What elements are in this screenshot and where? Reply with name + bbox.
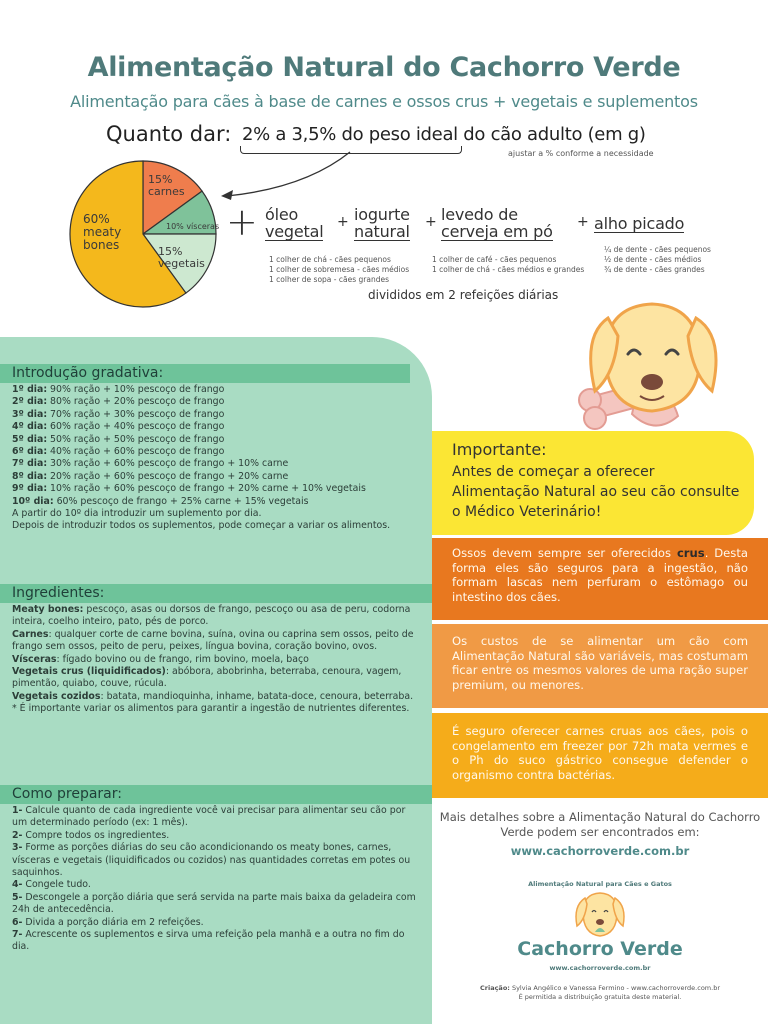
supplement-iogurte: iogurte natural <box>354 205 410 241</box>
intro-day-item: 10º dia: 60% pescoço de frango + 25% carne + 15% vegetais <box>12 495 309 507</box>
supplement-alho: alho picado <box>594 214 685 233</box>
alho-dose: ¼ de dente - cães pequenos ½ de dente - cães médios ¾ de dente - cães grandes <box>604 245 711 274</box>
levedo-dose: 1 colher de café - cães pequenos 1 colher de chá - cães médios e grandes <box>432 255 585 274</box>
divididos-note: divididos em 2 refeições diárias <box>368 288 559 302</box>
intro-day-item: 8º dia: 20% ração + 60% pescoço de frango + 20% carne <box>12 470 289 482</box>
important-title: Importante: <box>452 440 547 459</box>
oleo-dose: 1 colher de chá - cães pequenos 1 colher de sobremesa - cães médios 1 colher de sopa - cães grandes <box>269 255 410 284</box>
credits: Criação: Sylvia Angélico e Vanessa Fermino - www.cachorroverde.com.br É permitida a distribuição gratuita deste material. <box>479 984 720 1001</box>
arrow-icon <box>215 150 355 205</box>
ingredients-list <box>12 604 422 716</box>
pie-label-meaty-bones: 60% meaty bones <box>83 212 122 252</box>
info-text-custos: Os custos de se alimentar um cão com Alimentação Natural são variáveis, mas costumam ficar entre os mesmos valores de uma ração super premium, ou menores. <box>452 634 748 692</box>
ingredient-item: Vegetais cozidos: batata, mandioquinha, inhame, batata-doce, cenoura, beterraba. <box>12 690 414 702</box>
prepare-step: 5- Descongele a porção diária que será servida na parte mais baixa da geladeira com 24h de antecedência. <box>12 891 416 916</box>
logo-url: www.cachorroverde.com.br <box>549 964 651 972</box>
prepare-step: 6- Divida a porção diária em 2 refeições. <box>12 916 204 928</box>
quanto-dar-label: Quanto dar: <box>106 122 232 146</box>
page-subtitle: Alimentação para cães à base de carnes e ossos crus + vegetais e suplementos <box>70 92 698 111</box>
prepare-step: 3- Forme as porções diárias do seu cão acondicionando os meaty bones, carnes, vísceras e vegetais (liquidificados ou cozidos) nas quantidades corretas em potes ou saquinhos. <box>12 842 411 879</box>
info-text-ossos: Ossos devem sempre ser oferecidos crus. Desta forma eles são seguros para a ingestão, não formam lascas nem perfuram o estômago ou intestino dos cães. <box>452 546 748 604</box>
logo-tagline: Alimentação Natural para Cães e Gatos <box>528 880 672 888</box>
intro-day-item: 7º dia: 30% ração + 60% pescoço de frango + 10% carne <box>12 458 289 470</box>
ingredients-title: Ingredientes: <box>12 585 105 601</box>
supplement-oleo: óleo vegetal <box>265 205 324 241</box>
ajustar-note: ajustar a % conforme a necessidade <box>508 149 654 158</box>
prepare-step: 1- Calcule quanto de cada ingrediente você vai precisar para alimentar seu cão por um determinado período (ex: 1 mês). <box>12 805 406 829</box>
plus-icon: + <box>577 214 589 230</box>
ingredient-note: * É importante variar os alimentos para garantir a ingestão de nutrientes diferentes. <box>12 703 410 715</box>
dog-logo-icon <box>565 890 635 940</box>
intro-day-item: 6º dia: 40% ração + 60% pescoço de frango <box>12 446 225 458</box>
website-link[interactable]: www.cachorroverde.com.br <box>510 844 690 858</box>
pie-label-carnes: 15% carnes <box>148 173 185 198</box>
quanto-dar-value: 2% a 3,5% do peso ideal do cão adulto (em g) <box>242 124 646 145</box>
supplement-levedo: levedo de cerveja em pó <box>441 205 553 241</box>
ingredient-item: Vegetais crus (liquidificados): abóbora, abobrinha, beterraba, cenoura, vagem, pimentão, quiabo, couve, rúcula. <box>12 666 402 690</box>
intro-day-item: 9º dia: 10% ração + 60% pescoço de frango + 20% carne + 10% vegetais <box>12 483 366 495</box>
prepare-list <box>12 805 422 954</box>
dog-with-bone-icon <box>560 296 732 441</box>
prepare-title: Como preparar: <box>12 786 122 802</box>
intro-day-item: 1º dia: 90% ração + 10% pescoço de frango <box>12 384 225 395</box>
intro-day-item: 5º dia: 50% ração + 50% pescoço de frango <box>12 433 225 445</box>
info-text-seguro: É seguro oferecer carnes cruas aos cães, pois o congelamento em freezer por 72h mata vermes e o Ph do suco gástrico consegue defender o organismo contra bactérias. <box>452 724 748 782</box>
prepare-step: 4- Congele tudo. <box>12 879 91 891</box>
plus-icon: + <box>337 214 349 230</box>
intro-day-item: 3º dia: 70% ração + 30% pescoço de frango <box>12 408 225 420</box>
ingredient-item: Carnes: qualquer corte de carne bovina, suína, ovina ou caprina sem ossos, peito de frango sem ossos, peito de peru, peixes, língua bovina, coração bovino, ovos. <box>12 628 414 653</box>
prepare-step: 7- Acrescente os suplementos e sirva uma refeição pela manhã e a outra no fim do dia. <box>12 929 405 953</box>
intro-title: Introdução gradativa: <box>12 365 164 381</box>
intro-note: A partir do 10º dia introduzir um suplemento por dia. <box>12 508 262 520</box>
pie-label-vegetais: 15% vegetais <box>158 245 205 270</box>
logo-name: Cachorro Verde <box>517 938 683 960</box>
page-title: Alimentação Natural do Cachorro Verde <box>87 52 681 83</box>
important-text: Antes de começar a oferecer Alimentação Natural ao seu cão consulte o Médico Veterinário! <box>452 464 740 520</box>
intro-day-item: 2º dia: 80% ração + 20% pescoço de frango <box>12 396 225 408</box>
big-plus-icon: + <box>226 200 258 244</box>
intro-list <box>12 384 422 533</box>
intro-day-item: 4º dia: 60% ração + 40% pescoço de frango <box>12 421 225 433</box>
pie-label-visceras: 10% vísceras <box>166 222 220 231</box>
prepare-step: 2- Compre todos os ingredientes. <box>12 829 170 841</box>
intro-note: Depois de introduzir todos os suplementos, pode começar a variar os alimentos. <box>12 520 391 532</box>
ingredient-item: Meaty bones: pescoço, asas ou dorsos de frango, pescoço ou asa de peru, codorna inteira, coelho inteiro, pato, pés de porco. <box>12 604 411 628</box>
mais-detalhes-text: Mais detalhes sobre a Alimentação Natural do Cachorro Verde podem ser encontrados em: <box>439 810 761 839</box>
ingredient-item: Vísceras: fígado bovino ou de frango, rim bovino, moela, baço <box>12 653 309 665</box>
plus-icon: + <box>425 214 437 230</box>
